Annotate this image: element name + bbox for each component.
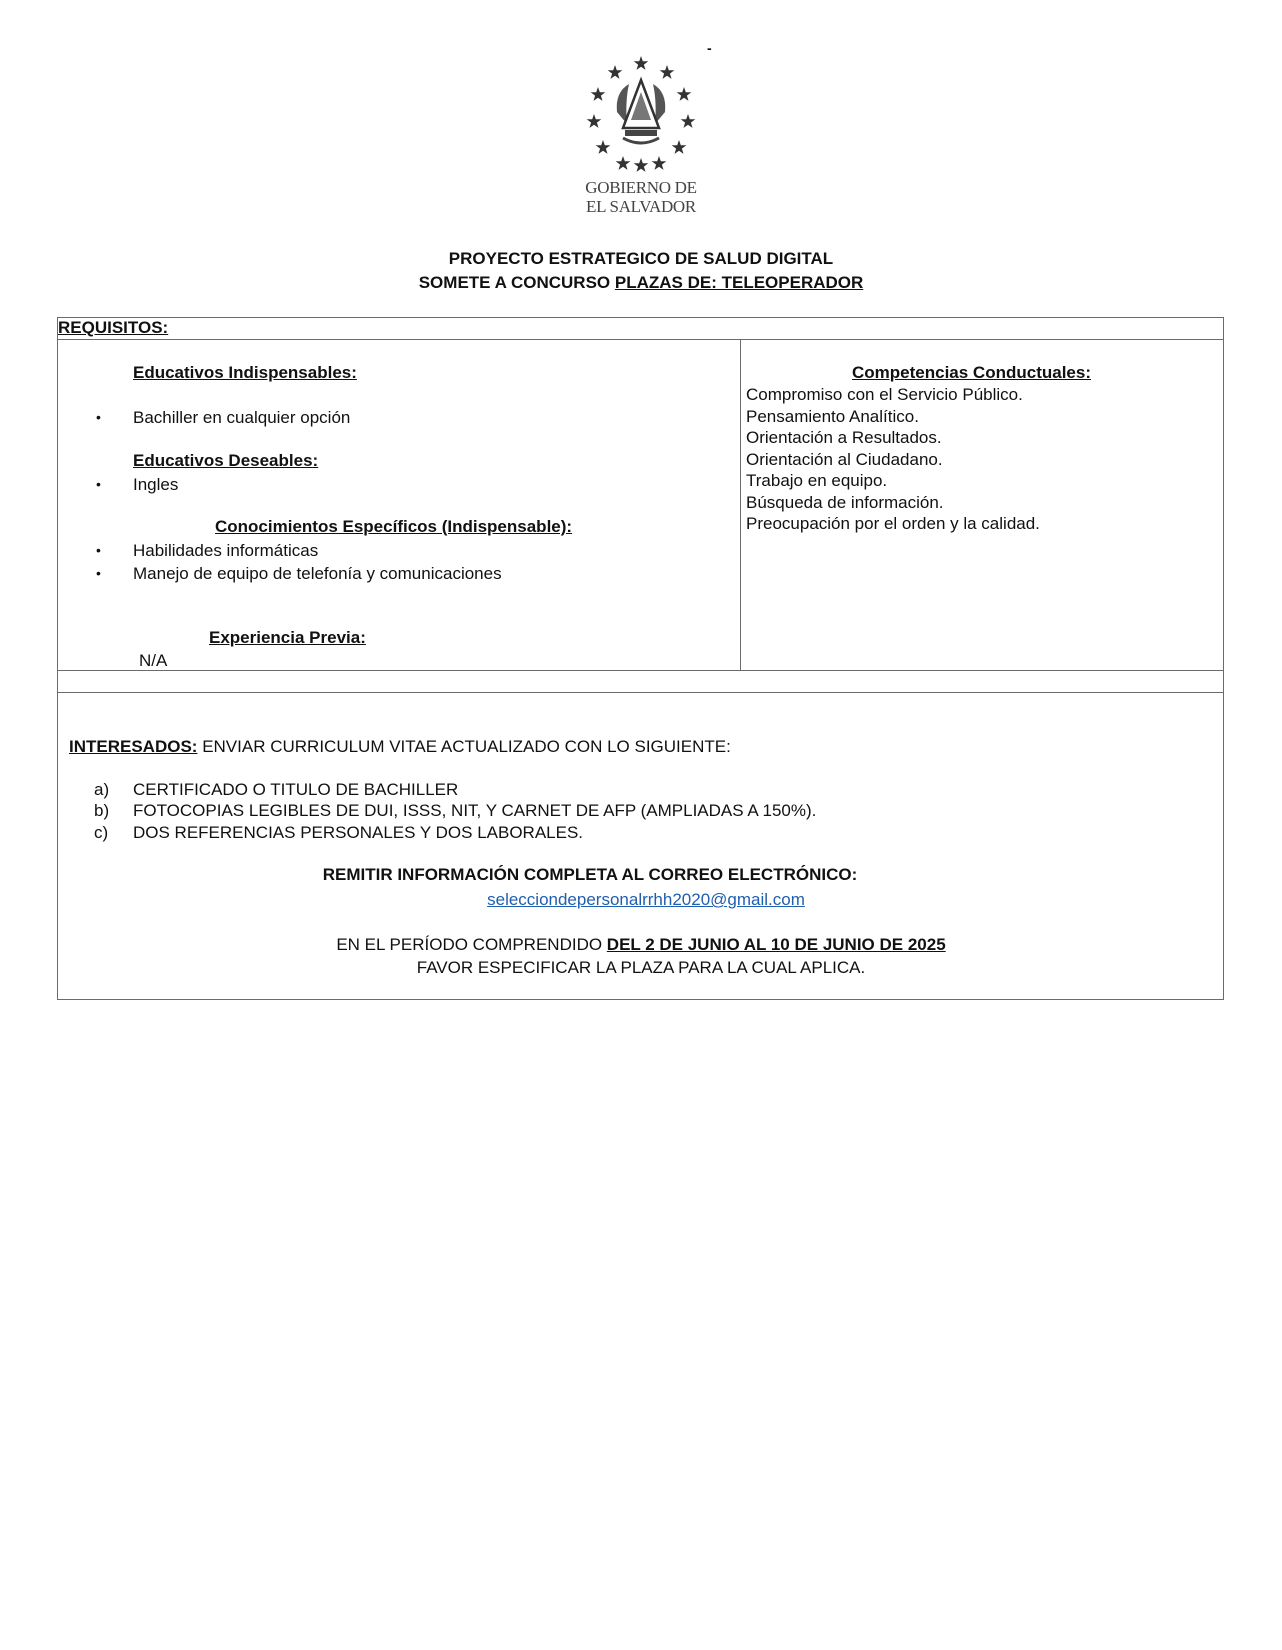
requisitos-label: REQUISITOS:	[58, 318, 169, 337]
header-subtitle-position: PLAZAS DE: TELEOPERADOR	[614, 273, 864, 292]
table-divider-footer	[57, 670, 1224, 671]
educativos-indispensables-item: Bachiller en cualquier opción	[133, 408, 351, 427]
educativos-deseables-item: Ingles	[133, 475, 179, 494]
header-title: PROYECTO ESTRATEGICO DE SALUD DIGITAL	[448, 249, 834, 268]
interesados-text: ENVIAR CURRICULUM VITAE ACTUALIZADO CON LO SIGUIENTE:	[197, 737, 731, 756]
list-marker: a)	[94, 780, 110, 799]
favor-line: FAVOR ESPECIFICAR LA PLAZA PARA LA CUAL APLICA.	[416, 958, 866, 977]
educativos-indispensables-title: Educativos Indispensables:	[133, 363, 357, 382]
table-column-divider	[740, 339, 741, 670]
periodo-line	[0, 934, 1282, 956]
list-item: FOTOCOPIAS LEGIBLES DE DUI, ISSS, NIT, Y CARNET DE AFP (AMPLIADAS A 150%).	[133, 801, 817, 820]
list-item: DOS REFERENCIAS PERSONALES Y DOS LABORALES.	[133, 823, 584, 842]
header-subtitle	[0, 271, 1282, 295]
bullet-icon: •	[96, 476, 101, 492]
experiencia-title: Experiencia Previa:	[209, 628, 366, 647]
competencia-item: Orientación a Resultados.	[746, 428, 942, 447]
competencia-item: Búsqueda de información.	[746, 493, 944, 512]
competencia-item: Orientación al Ciudadano.	[746, 450, 943, 469]
list-marker: b)	[94, 801, 110, 820]
bullet-icon: •	[96, 542, 101, 558]
bullet-icon: •	[96, 565, 101, 581]
logo-text-line1: GOBIERNO DE	[585, 178, 697, 197]
experiencia-value: N/A	[139, 651, 168, 670]
educativos-deseables-title: Educativos Deseables:	[133, 451, 319, 470]
logo-text-line2: EL SALVADOR	[586, 197, 696, 216]
list-item: CERTIFICADO O TITULO DE BACHILLER	[133, 780, 459, 799]
conocimientos-item: Habilidades informáticas	[133, 541, 319, 560]
periodo-dates: DEL 2 DE JUNIO AL 10 DE JUNIO DE 2025	[606, 935, 946, 954]
conocimientos-item: Manejo de equipo de telefonía y comunicaciones	[133, 564, 502, 583]
competencia-item: Compromiso con el Servicio Público.	[746, 385, 1023, 404]
interesados-line	[69, 736, 731, 757]
table-divider-header	[57, 339, 1224, 340]
document-header	[0, 247, 1282, 295]
conocimientos-title: Conocimientos Específicos (Indispensable):	[215, 517, 573, 536]
email-link[interactable]: selecciondepersonalrrhh2020@gmail.com	[487, 890, 805, 909]
competencia-item: Preocupación por el orden y la calidad.	[746, 514, 1040, 533]
email-line	[0, 889, 1282, 911]
competencia-item: Pensamiento Analítico.	[746, 407, 919, 426]
interesados-label: INTERESADOS:	[69, 737, 198, 756]
list-marker: c)	[94, 823, 109, 842]
bullet-icon: •	[96, 409, 101, 425]
remitir-heading: REMITIR INFORMACIÓN COMPLETA AL CORREO ELECTRÓNICO:	[322, 865, 858, 884]
competencia-item: Trabajo en equipo.	[746, 471, 888, 490]
header-subtitle-prefix: SOMETE A CONCURSO	[418, 273, 611, 292]
competencias-title: Competencias Conductuales:	[852, 363, 1091, 382]
logo-text	[571, 178, 711, 216]
top-dash-mark: -	[707, 40, 712, 56]
government-logo	[571, 52, 711, 222]
coat-of-arms-icon	[581, 52, 701, 172]
periodo-prefix: EN EL PERÍODO COMPRENDIDO	[336, 935, 607, 954]
